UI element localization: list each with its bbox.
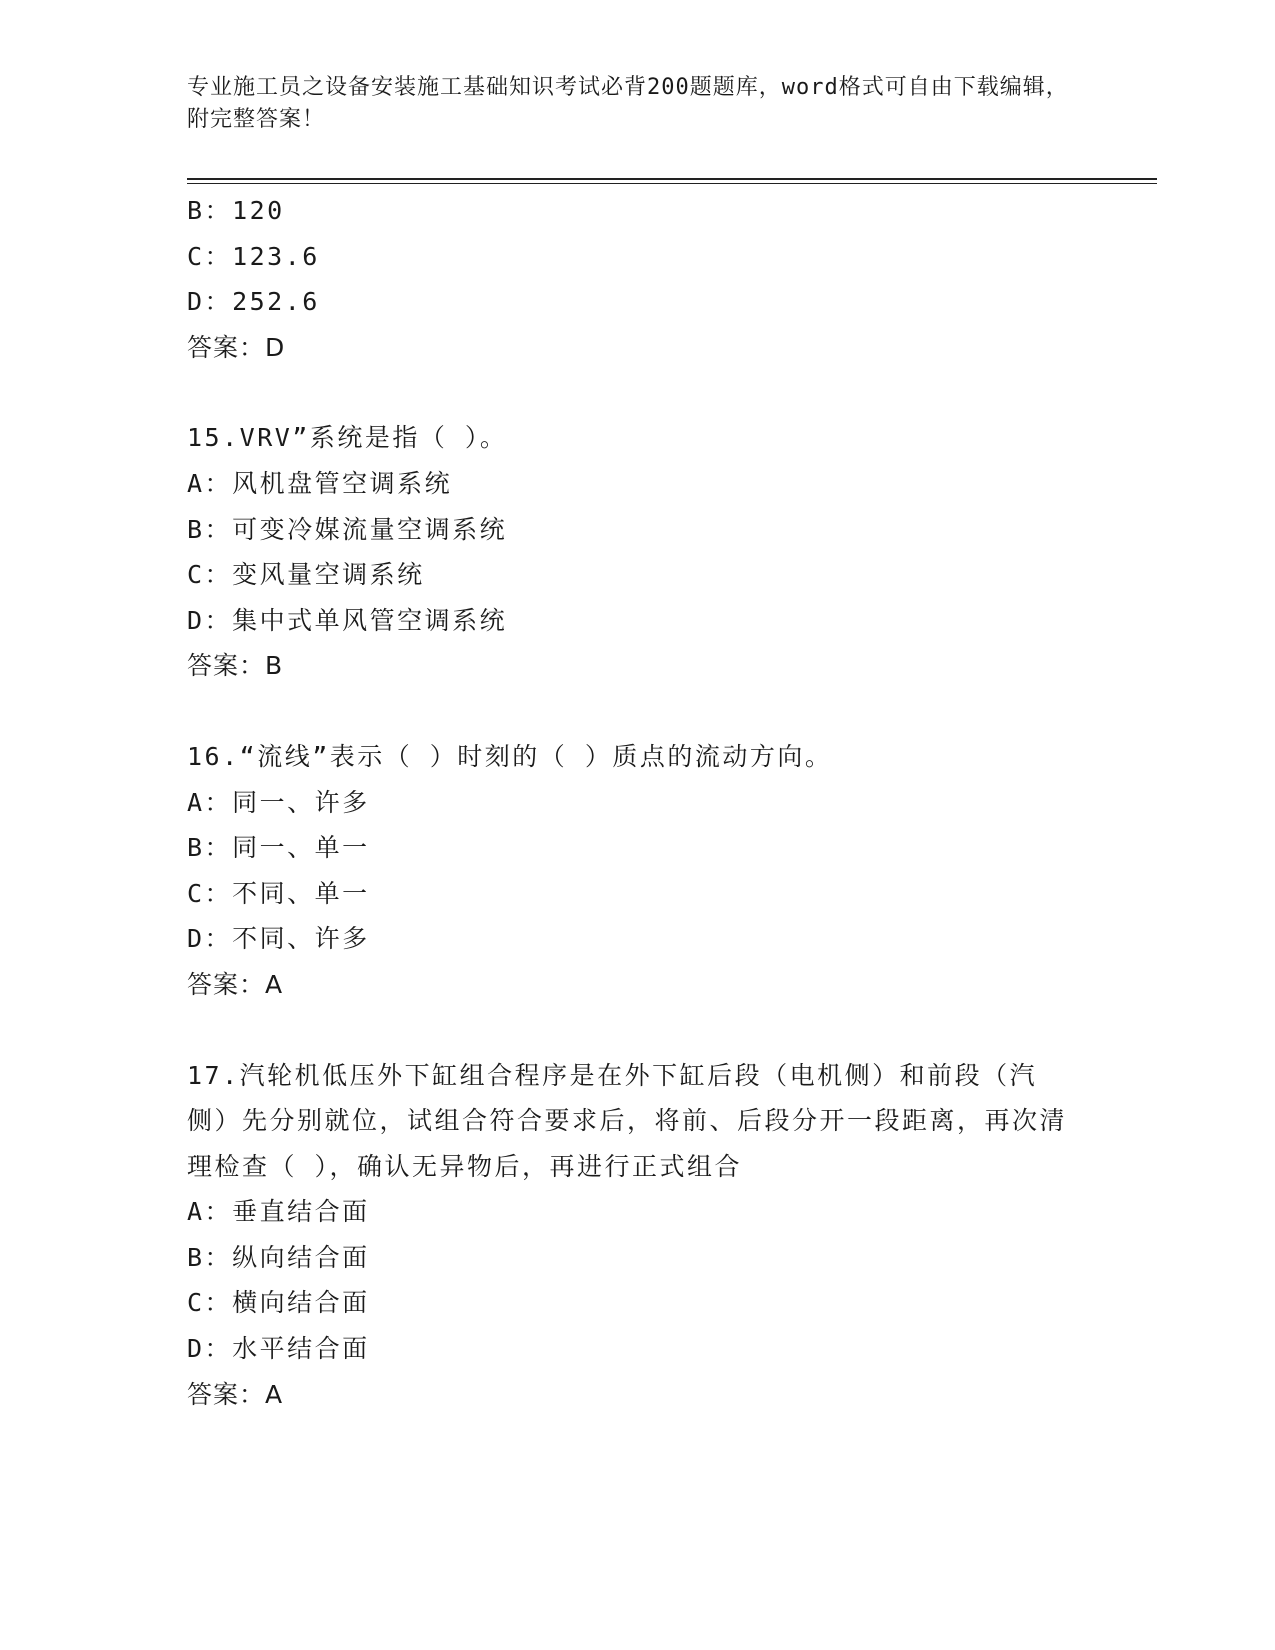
option-d (187, 598, 1087, 644)
option-a (187, 461, 1087, 507)
option-c (187, 1280, 1087, 1326)
option-a (187, 780, 1087, 826)
option-text: 不同、单一 (232, 878, 370, 908)
question-list (187, 188, 1087, 1417)
answer-line: 答案：A (187, 1379, 284, 1409)
option-letter: C： (187, 878, 233, 908)
option-c (187, 552, 1087, 598)
document-header: 专业施工员之设备安装施工基础知识考试必背200题题库，word格式可自由下载编辑，附完整答案！ (187, 75, 1069, 132)
option-c (187, 871, 1087, 917)
option-b (187, 188, 1087, 234)
option-letter: C： (187, 1288, 233, 1318)
header-divider-thin (187, 183, 1157, 184)
option-text: 可变冷媒流量空调系统 (232, 514, 508, 544)
question-block-16 (187, 734, 1087, 1008)
option-b (187, 1235, 1087, 1281)
header-divider-thick (187, 178, 1157, 180)
question-block-17 (187, 1053, 1087, 1418)
option-letter: D： (187, 1334, 233, 1364)
question-text: 15.VRV”系统是指（ ）。 (187, 423, 508, 453)
question-text: 17.汽轮机低压外下缸组合程序是在外下缸后段（电机侧）和前段（汽侧）先分别就位，试组合符合要求后，将前、后段分开一段距离，再次清理检查（ ），确认无异物后，再进行正式组合 (187, 1060, 1068, 1181)
question-text: 16.“流线”表示（ ）时刻的（ ）质点的流动方向。 (187, 741, 833, 771)
option-text: 集中式单风管空调系统 (232, 605, 508, 635)
answer-line: 答案：A (187, 969, 284, 999)
option-letter: B： (187, 833, 233, 863)
option-text: 120 (232, 196, 285, 225)
option-letter: A： (187, 1197, 233, 1227)
option-letter: D： (187, 924, 233, 954)
option-letter: D： (187, 605, 233, 635)
option-b (187, 825, 1087, 871)
option-text: 252.6 (232, 287, 320, 317)
option-letter: C： (187, 241, 233, 271)
option-text: 垂直结合面 (232, 1197, 370, 1227)
option-c (187, 234, 1087, 280)
option-text: 同一、单一 (232, 833, 370, 863)
spacer (187, 1008, 1087, 1053)
option-letter: A： (187, 468, 233, 498)
option-a (187, 1189, 1087, 1235)
option-text: 同一、许多 (232, 787, 370, 817)
option-letter: B： (187, 196, 233, 225)
option-d (187, 279, 1087, 325)
option-b (187, 507, 1087, 553)
option-letter: A： (187, 787, 233, 817)
option-text: 横向结合面 (232, 1288, 370, 1318)
question-block-14-continued (187, 188, 1087, 370)
option-d (187, 1326, 1087, 1372)
option-d (187, 916, 1087, 962)
spacer (187, 370, 1087, 415)
option-text: 123.6 (232, 241, 320, 271)
answer-line: 答案：B (187, 651, 284, 681)
option-letter: B： (187, 514, 233, 544)
answer-line: 答案：D (187, 332, 286, 362)
question-block-15 (187, 415, 1087, 689)
option-letter: B： (187, 1242, 233, 1272)
option-letter: C： (187, 560, 233, 590)
option-text: 水平结合面 (232, 1334, 370, 1364)
option-text: 不同、许多 (232, 924, 370, 954)
option-text: 风机盘管空调系统 (232, 468, 453, 498)
option-text: 变风量空调系统 (232, 560, 425, 590)
option-letter: D： (187, 287, 233, 317)
option-text: 纵向结合面 (232, 1242, 370, 1272)
spacer (187, 689, 1087, 734)
